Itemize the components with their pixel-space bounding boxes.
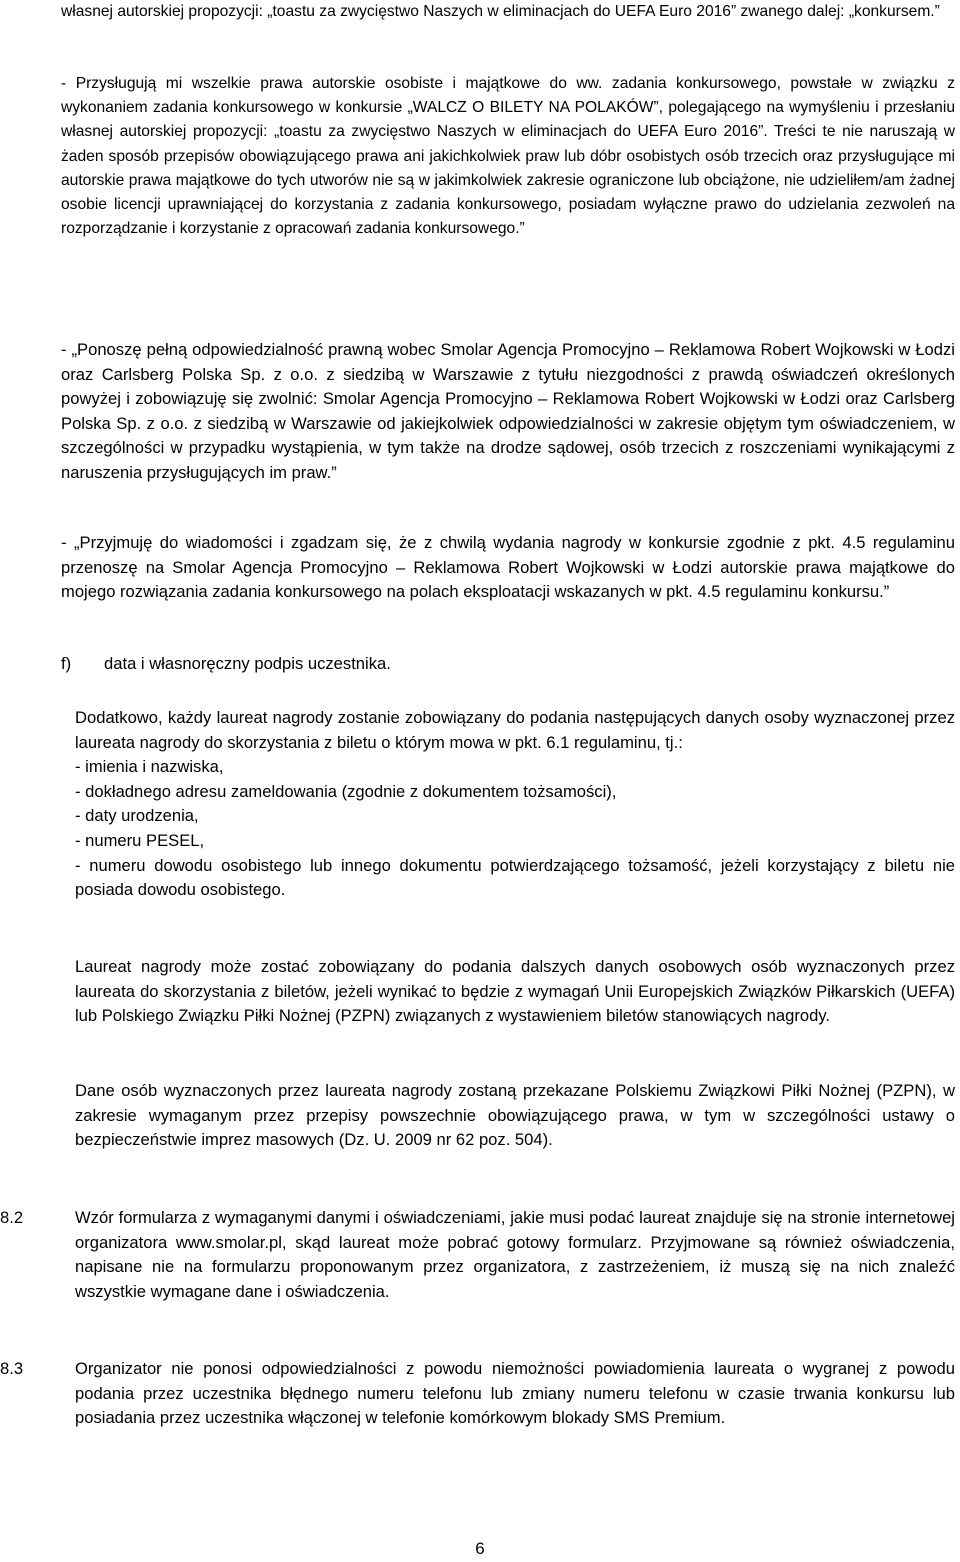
paragraph-additional-data: [75, 706, 955, 903]
paragraph-liability-declaration: - „Ponoszę pełną odpowiedzialność prawną wobec Smolar Agencja Promocyjno – Reklamowa Robert Wojkowski w Łodzi oraz Carlsberg Polska Sp. z o.o. z siedzibą w Warszawie z tytułu niezgodności z prawdą oświadczeń określonych powyżej i zobowiązuję się zwolnić: Smolar Agencja Promocyjno – Reklamowa Robert Wojkowski w Łodzi oraz Carlsberg Polska Sp. z o.o. z siedzibą w Warszawie od jakiejkolwiek odpowiedzialności w zakresie objętym tym oświadczeniem, w szczególności w przypadku wystąpienia, w tym także na drodze sądowej, osób trzecich z roszczeniami wynikającymi z naruszenia przysługujących im praw.”: [61, 340, 955, 482]
paragraph-further-data: Laureat nagrody może zostać zobowiązany do podania dalszych danych osobowych osób wyznaczonych przez laureata do skorzystania z biletów, jeżeli wynikać to będzie z wymagań Unii Europejskich Związków Piłkarskich (UEFA) lub Polskiego Związku Piłki Nożnej (PZPN) związanych z wystawieniem biletów stanowiących nagrody.: [75, 957, 955, 1026]
additional-data-intro: Dodatkowo, każdy laureat nagrody zostanie zobowiązany do podania następujących danych osoby wyznaczonej przez laureata nagrody do skorzystania z biletu o którym mowa w pkt. 6.1 regulaminu, tj.:: [75, 708, 955, 752]
item-label-f: f): [61, 654, 72, 673]
list-item: - dokładnego adresu zameldowania (zgodnie z dokumentem tożsamości),: [75, 781, 617, 801]
section-number-8-3: 8.3: [0, 1359, 24, 1378]
paragraph-signature: data i własnoręczny podpis uczestnika.: [104, 654, 391, 673]
paragraph-section-8-3: Organizator nie ponosi odpowiedzialności z powodu niemożności powiadomienia laureata o wygranej z powodu podania przez uczestnika błędnego numeru telefonu lub zmiany numeru telefonu w czasie trwania konkursu lub posiadania przez uczestnika włączonej w telefonie komórkowym blokady SMS Premium.: [75, 1359, 955, 1428]
paragraph-rights-transfer: - „Przyjmuję do wiadomości i zgadzam się, że z chwilą wydania nagrody w konkursie zgodnie z pkt. 4.5 regulaminu przenoszę na Smolar Agencja Promocyjno – Reklamowa Robert Wojkowski w Łodzi autorskie prawa majątkowe do mojego rozwiązania zadania konkursowego na polach eksploatacji wskazanych w pkt. 4.5 regulaminu konkursu.”: [61, 533, 955, 602]
paragraph-section-8-2: Wzór formularza z wymaganymi danymi i oświadczeniami, jakie musi podać laureat znajduje się na stronie internetowej organizatora www.smolar.pl, skąd laureat może pobrać gotowy formularz. Przyjmowane są również oświadczenia, napisane nie na formularzu proponowanym przez organizatora, z zastrzeżeniem, iż muszą się na nich znaleźć wszystkie wymagane dane i oświadczenia.: [75, 1208, 955, 1301]
paragraph-pzpn-transfer: Dane osób wyznaczonych przez laureata nagrody zostaną przekazane Polskiemu Związkowi Piłki Nożnej (PZPN), w zakresie wymaganym przez przepisy powszechnie obowiązującego prawa, w tym w szczególności ustawy o bezpieczeństwie imprez masowych (Dz. U. 2009 nr 62 poz. 504).: [75, 1081, 955, 1150]
list-item: - daty urodzenia,: [75, 806, 199, 826]
page-number: 6: [475, 1539, 485, 1558]
paragraph-toast-intro: własnej autorskiej propozycji: „toastu za zwycięstwo Naszych w eliminacjach do UEFA Euro 2016” zwanego dalej: „konkursem.”: [61, 3, 940, 20]
list-item: - numeru dowodu osobistego lub innego dokumentu potwierdzającego tożsamość, jeżeli korzystający z biletu nie posiada dowodu osobistego.: [75, 855, 955, 900]
list-item: - numeru PESEL,: [75, 830, 205, 850]
list-item: - imienia i nazwiska,: [75, 757, 224, 777]
section-number-8-2: 8.2: [0, 1208, 24, 1227]
paragraph-copyright-declaration: - Przysługują mi wszelkie prawa autorskie osobiste i majątkowe do ww. zadania konkursowego, powstałe w związku z wykonaniem zadania konkursowego w konkursie „WALCZ O BILETY NA POLAKÓW”, polegającego na wymyśleniu i przesłaniu własnej autorskiej propozycji: „toastu za zwycięstwo Naszych w eliminacjach do UEFA Euro 2016”. Treści te nie naruszają w żaden sposób przepisów obowiązującego prawa ani jakichkolwiek praw lub dóbr osobistych osób trzecich oraz przysługujące mi autorskie prawa majątkowe do tych utworów nie są w jakimkolwiek zakresie ograniczone lub obciążone, nie udzieliłem/am żadnej osobie licencji uprawniającej do korzystania z zadania konkursowego, posiadam wyłączne prawo do udzielania zezwoleń na rozporządzanie i korzystanie z opracowań zadania konkursowego.”: [61, 75, 955, 238]
